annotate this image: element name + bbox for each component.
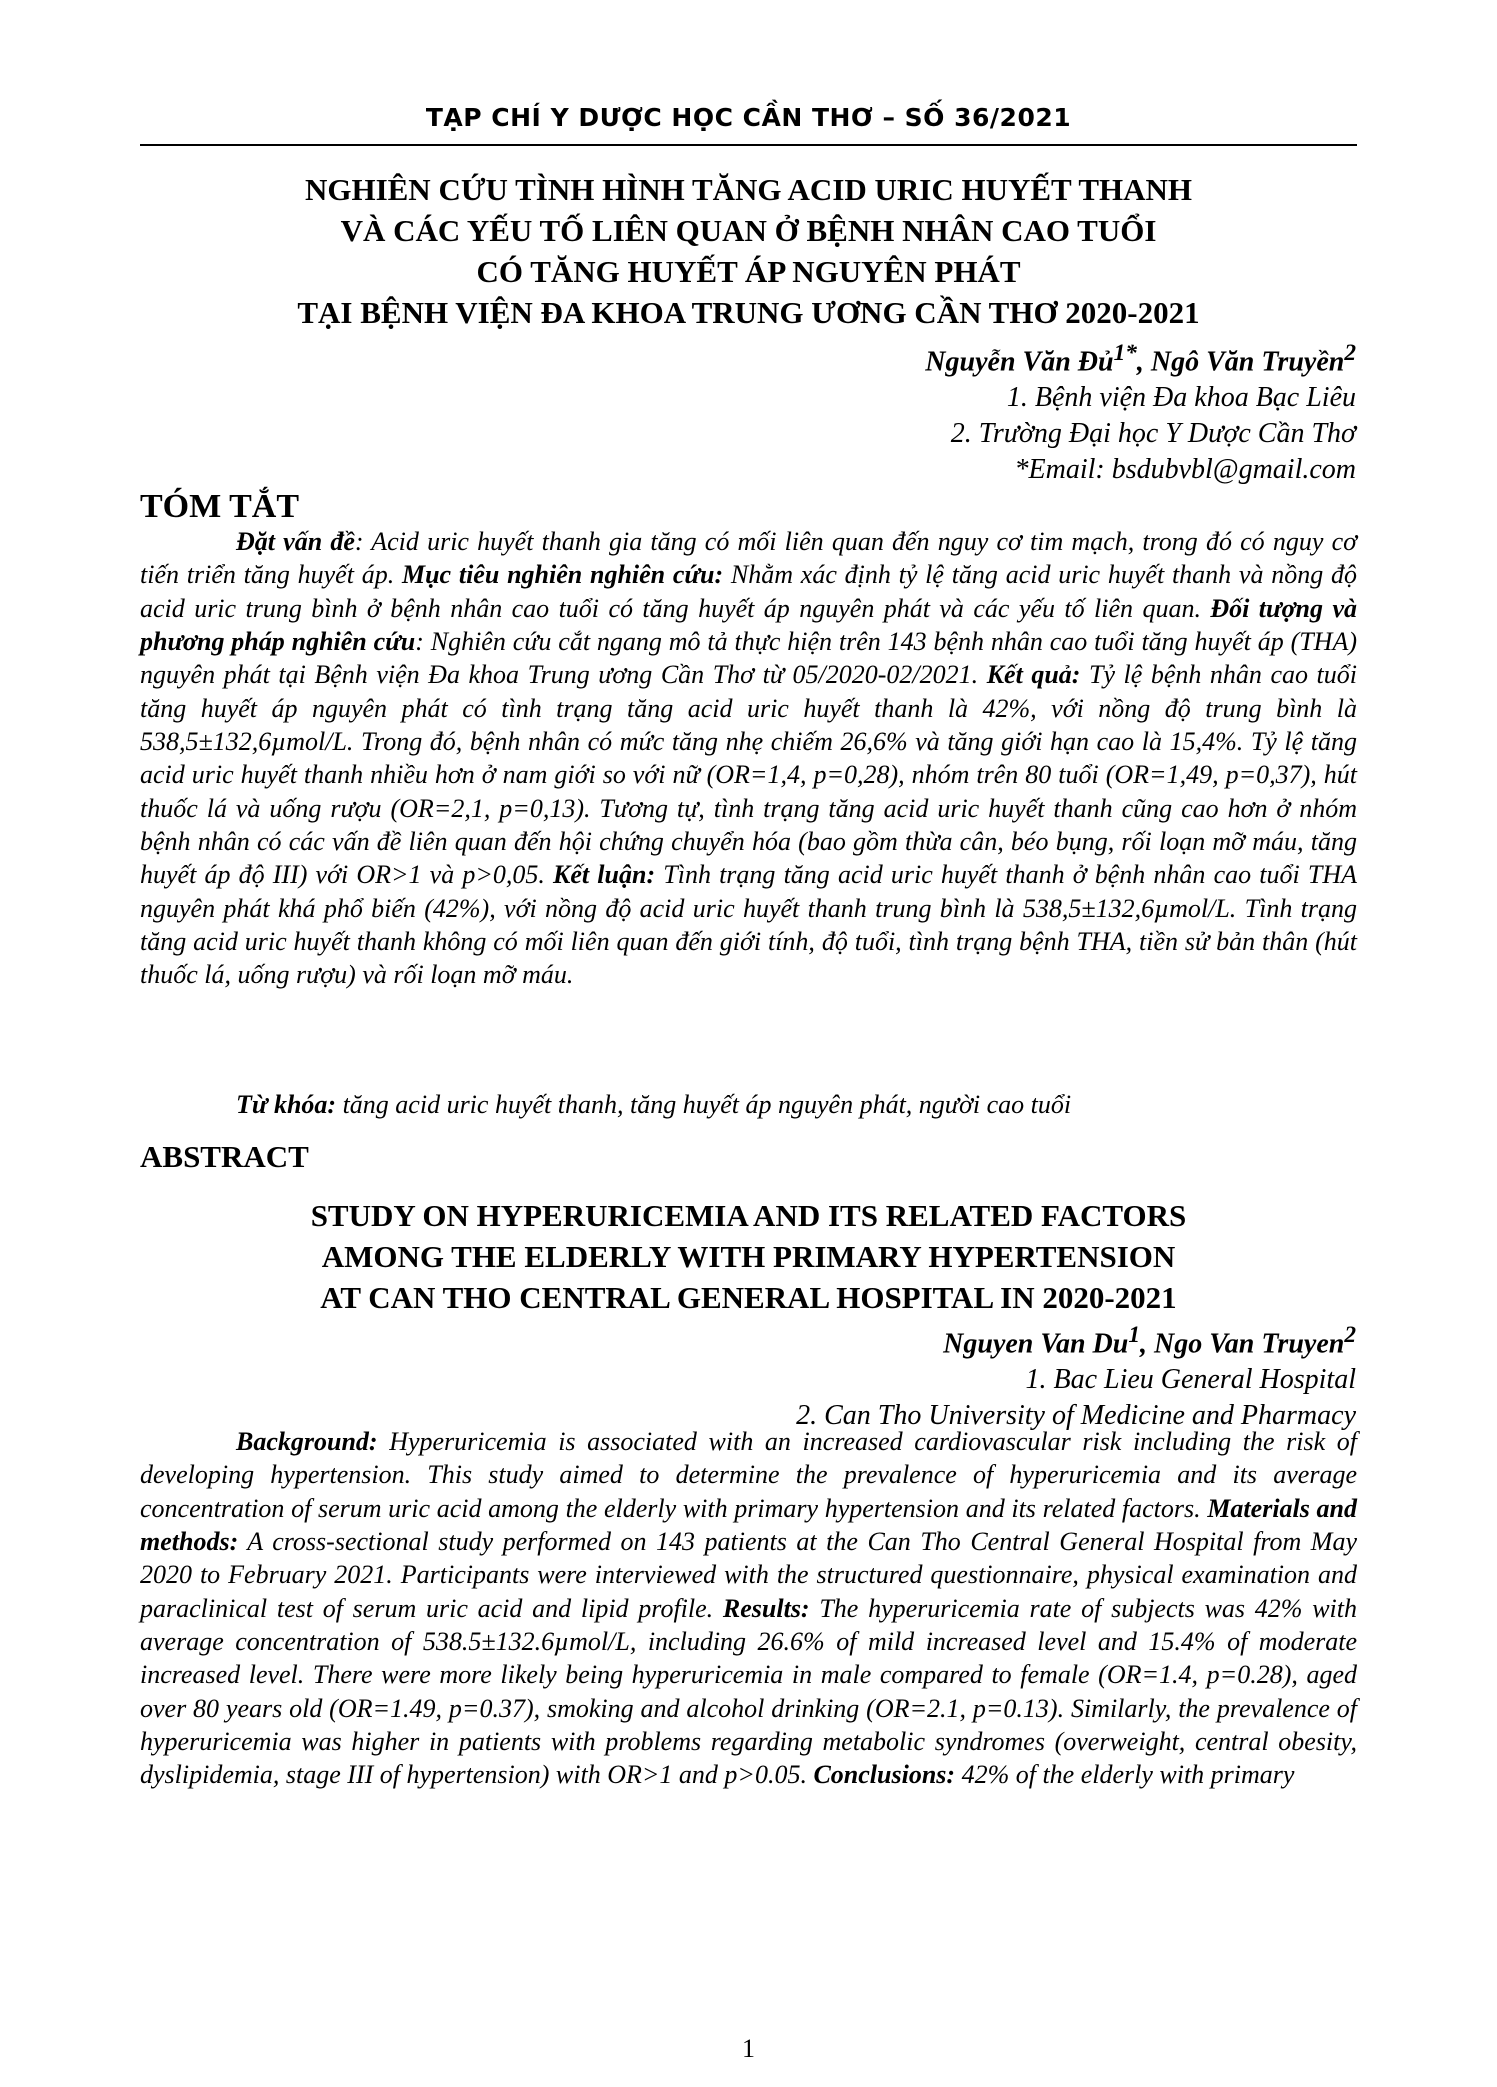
vi-affiliation-1: 1. Bệnh viện Đa khoa Bạc Liêu xyxy=(1006,382,1356,414)
vi-author-2: Ngô Văn Truyền xyxy=(1150,346,1345,378)
en-author-block xyxy=(796,1317,1356,1434)
vi-results-label: Kết quả: xyxy=(986,660,1081,690)
en-conclusions-label: Conclusions: xyxy=(813,1760,956,1790)
vi-author-block xyxy=(925,335,1356,488)
vi-title-line: VÀ CÁC YẾU TỐ LIÊN QUAN Ở BỆNH NHÂN CAO TUỔI xyxy=(340,213,1157,248)
journal-header: TẠP CHÍ Y DƯỢC HỌC CẦN THƠ – SỐ 36/2021 xyxy=(425,103,1072,132)
vi-keywords xyxy=(140,1088,1357,1121)
en-conclusions-text: 42% of the elderly with primary xyxy=(955,1760,1295,1790)
vi-title-line: CÓ TĂNG HUYẾT ÁP NGUYÊN PHÁT xyxy=(476,254,1021,289)
en-methods-text: A cross-sectional study performed on 143 patients at the Can Tho Central General Hospital from May 2020 to February 2021. Participants were interviewed with the structured questionnaire, physical examination and paraclinical test of serum uric acid and lipid profile. xyxy=(140,1527,1357,1623)
en-results-text: The hyperuricemia rate of subjects was 42% with average concentration of 538.5±132.6µmol/L, including 26.6% of mild increased level and 15.4% of moderate increased level. There were more likely being hyperuricemia in male compared to female (OR=1.4, p=0.28), aged over 80 years old (OR=1.49, p=0.37), smoking and alcohol drinking (OR=2.1, p=0.13). Similarly, the prevalence of hyperuricemia was higher in patients with problems regarding metabolic syndromes (overweight, central obesity, dyslipidemia, stage III of hypertension) with OR>1 and p>0.05. xyxy=(140,1593,1357,1790)
vi-email: *Email: bsdubvbl@gmail.com xyxy=(1014,454,1356,486)
vi-author-separator: , xyxy=(1136,346,1151,378)
vi-conclusion-text: Tình trạng tăng acid uric huyết thanh ở bệnh nhân cao tuổi THA nguyên phát khá phổ biến (42%), với nồng độ acid uric huyết thanh trung bình là 538,5±132,6µmol/L. Tình trạng tăng acid uric huyết thanh không có mối liên quan đến giới tính, độ tuổi, tình trạng bệnh THA, tiền sử bản thân (hút thuốc lá, uống rượu) và rối loạn mỡ máu. xyxy=(140,860,1357,990)
page-number: 1 xyxy=(742,2034,755,2063)
header-rule xyxy=(140,144,1357,146)
en-title-line: AMONG THE ELDERLY WITH PRIMARY HYPERTENSION xyxy=(321,1239,1176,1274)
vi-title xyxy=(140,169,1357,333)
en-author-1-affil: 1 xyxy=(1128,1322,1140,1348)
vi-background-label: Đặt vấn đề xyxy=(236,527,355,556)
vi-results-text: Tỷ lệ bệnh nhân cao tuổi tăng huyết áp nguyên phát có tình trạng tăng acid uric huyết thanh là 42%, với nồng độ trung bình là 538,5±132,6µmol/L. Trong đó, bệnh nhân có mức tăng nhẹ chiếm 26,6% và tăng giới hạn cao là 15,4%. Tỷ lệ tăng acid uric huyết thanh nhiều hơn ở nam giới so với nữ (OR=1,4, p=0,28), nhóm trên 80 tuổi (OR=1,49, p=0,37), hút thuốc lá và uống rượu (OR=2,1, p=0,13). Tương tự, tình trạng tăng acid uric huyết thanh cũng cao hơn ở nhóm bệnh nhân có các vấn đề liên quan đến hội chứng chuyển hóa (bao gồm thừa cân, béo bụng, rối loạn mỡ máu, tăng huyết áp độ III) với OR>1 và p>0,05. xyxy=(140,660,1357,890)
en-title xyxy=(140,1195,1357,1318)
en-title-line: STUDY ON HYPERURICEMIA AND ITS RELATED FACTORS xyxy=(310,1198,1187,1233)
en-background-label: Background: xyxy=(236,1427,378,1456)
vi-author-1-affil: 1* xyxy=(1113,340,1137,366)
en-abstract-paragraph xyxy=(140,1425,1357,1792)
vi-methods-text: : Nghiên cứu cắt ngang mô tả thực hiện trên 143 bệnh nhân cao tuổi tăng huyết áp (THA) nguyên phát tại Bệnh viện Đa khoa Trung ương Cần Thơ từ 05/2020-02/2021. xyxy=(140,627,1358,690)
vi-keywords-label: Từ khóa: xyxy=(236,1090,337,1119)
vi-summary-paragraph xyxy=(140,525,1357,992)
vi-conclusion-label: Kết luận: xyxy=(553,860,656,890)
en-affiliation-2: 2. Can Tho University of Medicine and Pharmacy xyxy=(796,1400,1356,1432)
vi-title-line: NGHIÊN CỨU TÌNH HÌNH TĂNG ACID URIC HUYẾT THANH xyxy=(304,172,1193,207)
vi-affiliation-2: 2. Trường Đại học Y Dược Cần Thơ xyxy=(950,418,1356,450)
en-author-1: Nguyen Van Du xyxy=(943,1328,1129,1360)
vi-keywords-text: tăng acid uric huyết thanh, tăng huyết áp nguyên phát, người cao tuổi xyxy=(336,1090,1072,1119)
vi-methods-label: Đối tượng và phương pháp nghiên cứu xyxy=(140,593,1357,657)
vi-background-text: : Acid uric huyết thanh gia tăng có mối liên quan đến nguy cơ tim mạch, trong đó có nguy cơ tiến triển tăng huyết áp. xyxy=(140,527,1357,590)
en-affiliation-1: 1. Bac Lieu General Hospital xyxy=(1025,1364,1356,1396)
en-results-label: Results: xyxy=(722,1593,810,1623)
en-author-2: Ngo Van Truyen xyxy=(1154,1328,1345,1360)
vi-authors xyxy=(925,335,1356,380)
summary-heading: TÓM TẮT xyxy=(140,488,300,525)
en-methods-label: Materials and methods: xyxy=(140,1493,1357,1557)
en-background-text: Hyperuricemia is associated with an increased cardiovascular risk including the risk of developing hypertension. This study aimed to determine the prevalence of hyperuricemia and its average concentration of serum uric acid among the elderly with primary hypertension and its related factors. xyxy=(140,1427,1357,1523)
vi-objective-label: Mục tiêu nghiên nghiên cứu: xyxy=(401,560,724,590)
abstract-heading: ABSTRACT xyxy=(140,1139,309,1174)
en-author-2-affil: 2 xyxy=(1344,1322,1356,1348)
en-author-separator: , xyxy=(1140,1328,1154,1360)
vi-author-2-affil: 2 xyxy=(1344,340,1356,366)
vi-title-line: TẠI BỆNH VIỆN ĐA KHOA TRUNG ƯƠNG CẦN THƠ 2020-2021 xyxy=(297,295,1200,330)
en-authors xyxy=(796,1317,1356,1362)
en-title-line: AT CAN THO CENTRAL GENERAL HOSPITAL IN 2020-2021 xyxy=(320,1280,1177,1315)
vi-author-1: Nguyễn Văn Đủ xyxy=(925,346,1114,378)
vi-objective-text: Nhằm xác định tỷ lệ tăng acid uric huyết thanh và nồng độ acid uric trung bình ở bệnh nhân cao tuổi có tăng huyết áp nguyên phát và các yếu tố liên quan. xyxy=(140,560,1358,623)
